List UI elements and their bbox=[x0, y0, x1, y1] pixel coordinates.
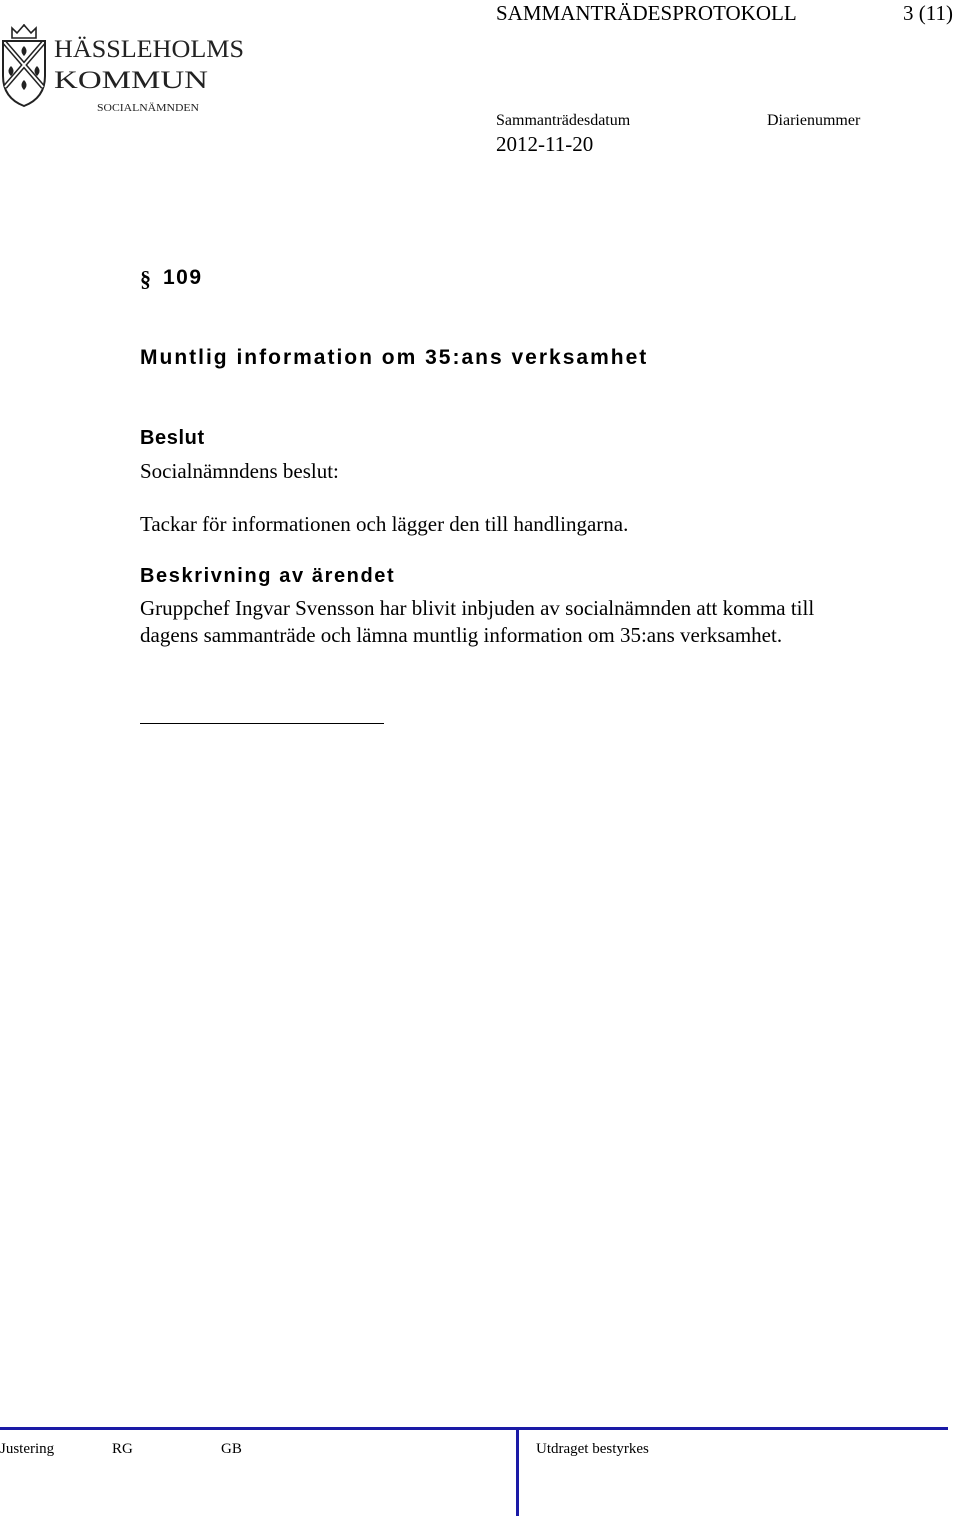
paragraph-number: 109 bbox=[163, 266, 203, 289]
decision-intro: Socialnämndens beslut: bbox=[140, 459, 339, 483]
registration-number-label: Diarienummer bbox=[767, 112, 861, 129]
description-heading: Beskrivning av ärendet bbox=[140, 565, 396, 587]
footer-divider bbox=[516, 1430, 519, 1516]
description-line: dagens sammanträde och lämna muntlig information om 35:ans verksamhet. bbox=[140, 623, 783, 647]
certified-label: Utdraget bestyrkes bbox=[536, 1441, 649, 1457]
coat-of-arms-icon bbox=[0, 24, 250, 114]
footer-rule bbox=[0, 1427, 948, 1430]
logo-line2: KOMMUN bbox=[54, 67, 208, 94]
decision-text: Tackar för informationen och lägger den till handlingarna. bbox=[140, 512, 629, 536]
paragraph-sign: § bbox=[140, 266, 151, 291]
signature-initials: RG bbox=[112, 1441, 133, 1457]
logo-line1: HÄSSLEHOLMS bbox=[54, 36, 244, 63]
description-line: Gruppchef Ingvar Svensson har blivit inbjuden av socialnämnden att komma till bbox=[140, 596, 815, 620]
meeting-date: 2012-11-20 bbox=[496, 132, 594, 156]
item-title: Muntlig information om 35:ans verksamhet bbox=[140, 346, 649, 369]
separator-line bbox=[140, 723, 384, 724]
document-type: SAMMANTRÄDESPROTOKOLL bbox=[496, 1, 797, 25]
municipality-logo bbox=[0, 24, 250, 114]
page-number: 3 (11) bbox=[903, 1, 953, 25]
justering-label: Justering bbox=[0, 1441, 55, 1457]
decision-heading: Beslut bbox=[140, 427, 205, 449]
logo-line3: SOCIALNÄMNDEN bbox=[97, 102, 200, 114]
meeting-date-label: Sammanträdesdatum bbox=[496, 112, 631, 129]
signature-initials: GB bbox=[221, 1441, 242, 1457]
